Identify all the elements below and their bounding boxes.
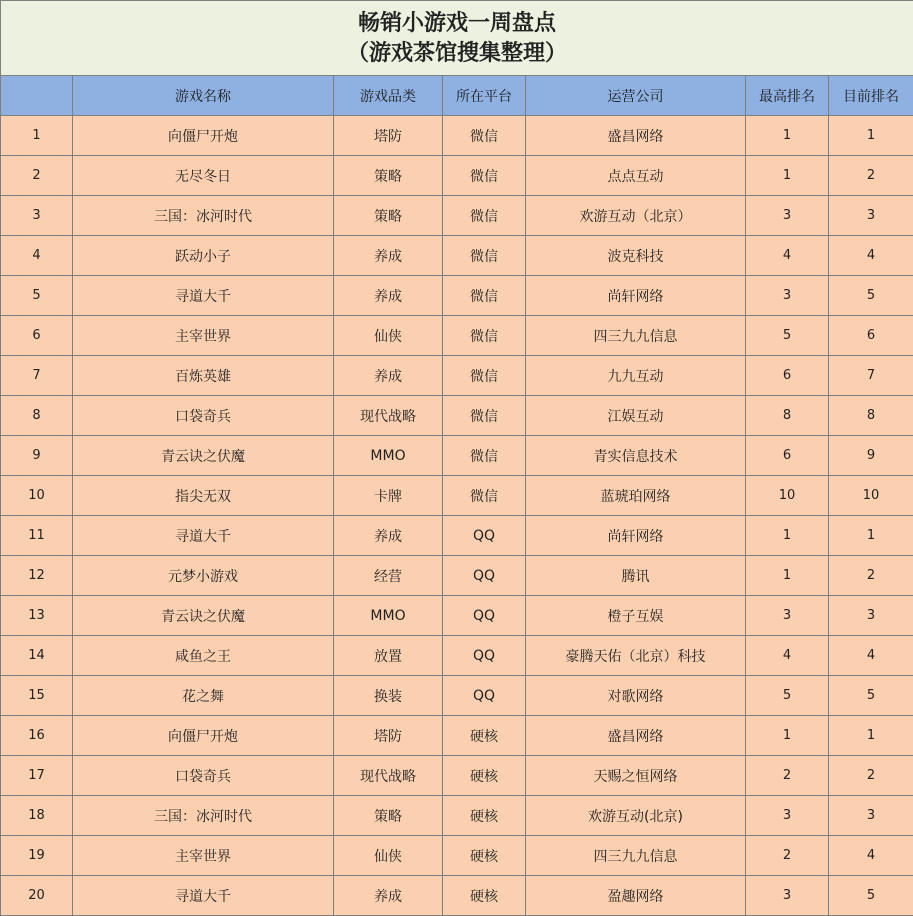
table-subtitle: （游戏茶馆搜集整理） bbox=[347, 40, 568, 66]
header-cell-platform[interactable]: 所在平台 bbox=[443, 76, 526, 116]
cell-highest-rank[interactable]: 1 bbox=[746, 516, 829, 556]
table-row bbox=[1, 756, 913, 796]
cell-publisher[interactable]: 蓝琥珀网络 bbox=[526, 476, 746, 516]
cell-current-rank[interactable]: 2 bbox=[829, 756, 913, 796]
cell-game-name[interactable]: 花之舞 bbox=[73, 676, 334, 716]
cell-highest-rank[interactable]: 2 bbox=[746, 836, 829, 876]
table-row bbox=[1, 316, 913, 356]
cell-game-name[interactable]: 主宰世界 bbox=[73, 836, 334, 876]
cell-platform[interactable]: 微信 bbox=[443, 116, 526, 156]
table-row bbox=[1, 196, 913, 236]
cell-current-rank[interactable]: 1 bbox=[829, 716, 913, 756]
cell-highest-rank[interactable]: 5 bbox=[746, 316, 829, 356]
cell-current-rank[interactable]: 10 bbox=[829, 476, 913, 516]
cell-current-rank[interactable]: 8 bbox=[829, 396, 913, 436]
cell-category[interactable]: 现代战略 bbox=[334, 756, 443, 796]
cell-current-rank[interactable]: 3 bbox=[829, 796, 913, 836]
cell-index[interactable]: 1 bbox=[1, 116, 73, 156]
cell-platform[interactable]: QQ bbox=[443, 596, 526, 636]
cell-platform[interactable]: 微信 bbox=[443, 276, 526, 316]
table-row bbox=[1, 156, 913, 196]
cell-category[interactable]: 策略 bbox=[334, 796, 443, 836]
cell-platform[interactable]: 微信 bbox=[443, 236, 526, 276]
header-cell-index[interactable] bbox=[1, 76, 73, 116]
table-row bbox=[1, 636, 913, 676]
cell-category[interactable]: MMO bbox=[334, 436, 443, 476]
cell-index[interactable]: 7 bbox=[1, 356, 73, 396]
cell-game-name[interactable]: 元梦小游戏 bbox=[73, 556, 334, 596]
cell-platform[interactable]: QQ bbox=[443, 676, 526, 716]
cell-category[interactable]: 换装 bbox=[334, 676, 443, 716]
table-row bbox=[1, 796, 913, 836]
cell-game-name[interactable]: 青云诀之伏魔 bbox=[73, 596, 334, 636]
cell-platform[interactable]: 硬核 bbox=[443, 796, 526, 836]
cell-platform[interactable]: 硬核 bbox=[443, 876, 526, 916]
cell-publisher[interactable]: 点点互动 bbox=[526, 156, 746, 196]
cell-game-name[interactable]: 青云诀之伏魔 bbox=[73, 436, 334, 476]
cell-highest-rank[interactable]: 4 bbox=[746, 636, 829, 676]
header-cell-current-rank[interactable]: 目前排名 bbox=[829, 76, 913, 116]
cell-highest-rank[interactable]: 10 bbox=[746, 476, 829, 516]
cell-platform[interactable]: 微信 bbox=[443, 396, 526, 436]
cell-platform[interactable]: 微信 bbox=[443, 476, 526, 516]
cell-index[interactable]: 6 bbox=[1, 316, 73, 356]
cell-publisher[interactable]: 盈趣网络 bbox=[526, 876, 746, 916]
cell-index[interactable]: 4 bbox=[1, 236, 73, 276]
cell-index[interactable]: 10 bbox=[1, 476, 73, 516]
cell-highest-rank[interactable]: 6 bbox=[746, 356, 829, 396]
cell-highest-rank[interactable]: 4 bbox=[746, 236, 829, 276]
table-row bbox=[1, 596, 913, 636]
cell-game-name[interactable]: 寻道大千 bbox=[73, 516, 334, 556]
cell-game-name[interactable]: 主宰世界 bbox=[73, 316, 334, 356]
cell-current-rank[interactable]: 6 bbox=[829, 316, 913, 356]
cell-game-name[interactable]: 无尽冬日 bbox=[73, 156, 334, 196]
cell-index[interactable]: 14 bbox=[1, 636, 73, 676]
table-row bbox=[1, 356, 913, 396]
cell-index[interactable]: 8 bbox=[1, 396, 73, 436]
cell-game-name[interactable]: 向僵尸开炮 bbox=[73, 716, 334, 756]
cell-platform[interactable]: 微信 bbox=[443, 356, 526, 396]
table-row bbox=[1, 836, 913, 876]
table-row bbox=[1, 556, 913, 596]
cell-category[interactable]: 养成 bbox=[334, 276, 443, 316]
cell-game-name[interactable]: 寻道大千 bbox=[73, 876, 334, 916]
cell-publisher[interactable]: 对歌网络 bbox=[526, 676, 746, 716]
cell-game-name[interactable]: 指尖无双 bbox=[73, 476, 334, 516]
table-row bbox=[1, 876, 913, 916]
cell-platform[interactable]: 硬核 bbox=[443, 716, 526, 756]
cell-highest-rank[interactable]: 3 bbox=[746, 276, 829, 316]
cell-category[interactable]: 放置 bbox=[334, 636, 443, 676]
cell-index[interactable]: 9 bbox=[1, 436, 73, 476]
cell-publisher[interactable]: 盛昌网络 bbox=[526, 716, 746, 756]
cell-index[interactable]: 12 bbox=[1, 556, 73, 596]
cell-category[interactable]: 仙侠 bbox=[334, 836, 443, 876]
cell-current-rank[interactable]: 5 bbox=[829, 876, 913, 916]
cell-publisher[interactable]: 四三九九信息 bbox=[526, 836, 746, 876]
cell-game-name[interactable]: 口袋奇兵 bbox=[73, 756, 334, 796]
cell-current-rank[interactable]: 2 bbox=[829, 556, 913, 596]
cell-category[interactable]: 养成 bbox=[334, 236, 443, 276]
cell-index[interactable]: 18 bbox=[1, 796, 73, 836]
cell-publisher[interactable]: 波克科技 bbox=[526, 236, 746, 276]
cell-game-name[interactable]: 三国：冰河时代 bbox=[73, 196, 334, 236]
cell-category[interactable]: 塔防 bbox=[334, 116, 443, 156]
table-row bbox=[1, 396, 913, 436]
cell-publisher[interactable]: 盛昌网络 bbox=[526, 116, 746, 156]
cell-current-rank[interactable]: 4 bbox=[829, 636, 913, 676]
cell-publisher[interactable]: 天赐之恒网络 bbox=[526, 756, 746, 796]
header-cell-game-name[interactable]: 游戏名称 bbox=[73, 76, 334, 116]
cell-game-name[interactable]: 向僵尸开炮 bbox=[73, 116, 334, 156]
cell-current-rank[interactable]: 1 bbox=[829, 116, 913, 156]
cell-game-name[interactable]: 百炼英雄 bbox=[73, 356, 334, 396]
cell-index[interactable]: 13 bbox=[1, 596, 73, 636]
cell-highest-rank[interactable]: 1 bbox=[746, 556, 829, 596]
cell-highest-rank[interactable]: 6 bbox=[746, 436, 829, 476]
cell-current-rank[interactable]: 4 bbox=[829, 236, 913, 276]
table-row bbox=[1, 476, 913, 516]
cell-index[interactable]: 5 bbox=[1, 276, 73, 316]
header-cell-highest-rank[interactable]: 最高排名 bbox=[746, 76, 829, 116]
cell-publisher[interactable]: 九九互动 bbox=[526, 356, 746, 396]
table-row bbox=[1, 276, 913, 316]
cell-platform[interactable]: 微信 bbox=[443, 156, 526, 196]
cell-highest-rank[interactable]: 3 bbox=[746, 596, 829, 636]
cell-publisher[interactable]: 腾讯 bbox=[526, 556, 746, 596]
table-row bbox=[1, 116, 913, 156]
cell-publisher[interactable]: 欢游互动(北京) bbox=[526, 796, 746, 836]
header-row bbox=[1, 76, 913, 116]
cell-category[interactable]: MMO bbox=[334, 596, 443, 636]
cell-publisher[interactable]: 豪腾天佑（北京）科技 bbox=[526, 636, 746, 676]
cell-index[interactable]: 16 bbox=[1, 716, 73, 756]
table-row bbox=[1, 236, 913, 276]
cell-index[interactable]: 20 bbox=[1, 876, 73, 916]
cell-index[interactable]: 15 bbox=[1, 676, 73, 716]
title-row bbox=[1, 1, 913, 76]
table-row bbox=[1, 516, 913, 556]
cell-platform[interactable]: 硬核 bbox=[443, 836, 526, 876]
cell-highest-rank[interactable]: 3 bbox=[746, 196, 829, 236]
cell-publisher[interactable]: 欢游互动（北京） bbox=[526, 196, 746, 236]
cell-current-rank[interactable]: 5 bbox=[829, 276, 913, 316]
title-cell[interactable] bbox=[1, 1, 913, 76]
cell-current-rank[interactable]: 1 bbox=[829, 516, 913, 556]
cell-game-name[interactable]: 跃动小子 bbox=[73, 236, 334, 276]
table-row bbox=[1, 676, 913, 716]
table-row bbox=[1, 436, 913, 476]
cell-current-rank[interactable]: 5 bbox=[829, 676, 913, 716]
cell-platform[interactable]: QQ bbox=[443, 636, 526, 676]
cell-highest-rank[interactable]: 8 bbox=[746, 396, 829, 436]
cell-highest-rank[interactable]: 1 bbox=[746, 716, 829, 756]
cell-highest-rank[interactable]: 1 bbox=[746, 156, 829, 196]
cell-game-name[interactable]: 口袋奇兵 bbox=[73, 396, 334, 436]
cell-platform[interactable]: 微信 bbox=[443, 316, 526, 356]
table-title: 畅销小游戏一周盘点 bbox=[358, 10, 557, 36]
cell-current-rank[interactable]: 2 bbox=[829, 156, 913, 196]
cell-platform[interactable]: 硬核 bbox=[443, 756, 526, 796]
cell-highest-rank[interactable]: 3 bbox=[746, 876, 829, 916]
cell-index[interactable]: 11 bbox=[1, 516, 73, 556]
cell-game-name[interactable]: 咸鱼之王 bbox=[73, 636, 334, 676]
cell-category[interactable]: 经营 bbox=[334, 556, 443, 596]
cell-current-rank[interactable]: 4 bbox=[829, 836, 913, 876]
cell-platform[interactable]: QQ bbox=[443, 556, 526, 596]
cell-category[interactable]: 养成 bbox=[334, 876, 443, 916]
cell-game-name[interactable]: 寻道大千 bbox=[73, 276, 334, 316]
cell-index[interactable]: 2 bbox=[1, 156, 73, 196]
cell-category[interactable]: 塔防 bbox=[334, 716, 443, 756]
cell-current-rank[interactable]: 9 bbox=[829, 436, 913, 476]
cell-category[interactable]: 仙侠 bbox=[334, 316, 443, 356]
cell-highest-rank[interactable]: 5 bbox=[746, 676, 829, 716]
cell-current-rank[interactable]: 3 bbox=[829, 596, 913, 636]
cell-index[interactable]: 3 bbox=[1, 196, 73, 236]
cell-highest-rank[interactable]: 2 bbox=[746, 756, 829, 796]
cell-publisher[interactable]: 橙子互娱 bbox=[526, 596, 746, 636]
cell-publisher[interactable]: 尚轩网络 bbox=[526, 276, 746, 316]
cell-publisher[interactable]: 尚轩网络 bbox=[526, 516, 746, 556]
cell-publisher[interactable]: 青实信息技术 bbox=[526, 436, 746, 476]
cell-category[interactable]: 策略 bbox=[334, 156, 443, 196]
table-row bbox=[1, 716, 913, 756]
cell-category[interactable]: 卡牌 bbox=[334, 476, 443, 516]
cell-category[interactable]: 养成 bbox=[334, 356, 443, 396]
cell-platform[interactable]: 微信 bbox=[443, 436, 526, 476]
header-cell-publisher[interactable]: 运营公司 bbox=[526, 76, 746, 116]
cell-platform[interactable]: 微信 bbox=[443, 196, 526, 236]
cell-highest-rank[interactable]: 1 bbox=[746, 116, 829, 156]
header-cell-category[interactable]: 游戏品类 bbox=[334, 76, 443, 116]
cell-category[interactable]: 现代战略 bbox=[334, 396, 443, 436]
cell-platform[interactable]: QQ bbox=[443, 516, 526, 556]
cell-category[interactable]: 策略 bbox=[334, 196, 443, 236]
cell-index[interactable]: 19 bbox=[1, 836, 73, 876]
cell-highest-rank[interactable]: 3 bbox=[746, 796, 829, 836]
cell-publisher[interactable]: 江娱互动 bbox=[526, 396, 746, 436]
cell-current-rank[interactable]: 3 bbox=[829, 196, 913, 236]
cell-category[interactable]: 养成 bbox=[334, 516, 443, 556]
cell-index[interactable]: 17 bbox=[1, 756, 73, 796]
cell-publisher[interactable]: 四三九九信息 bbox=[526, 316, 746, 356]
cell-current-rank[interactable]: 7 bbox=[829, 356, 913, 396]
cell-game-name[interactable]: 三国：冰河时代 bbox=[73, 796, 334, 836]
